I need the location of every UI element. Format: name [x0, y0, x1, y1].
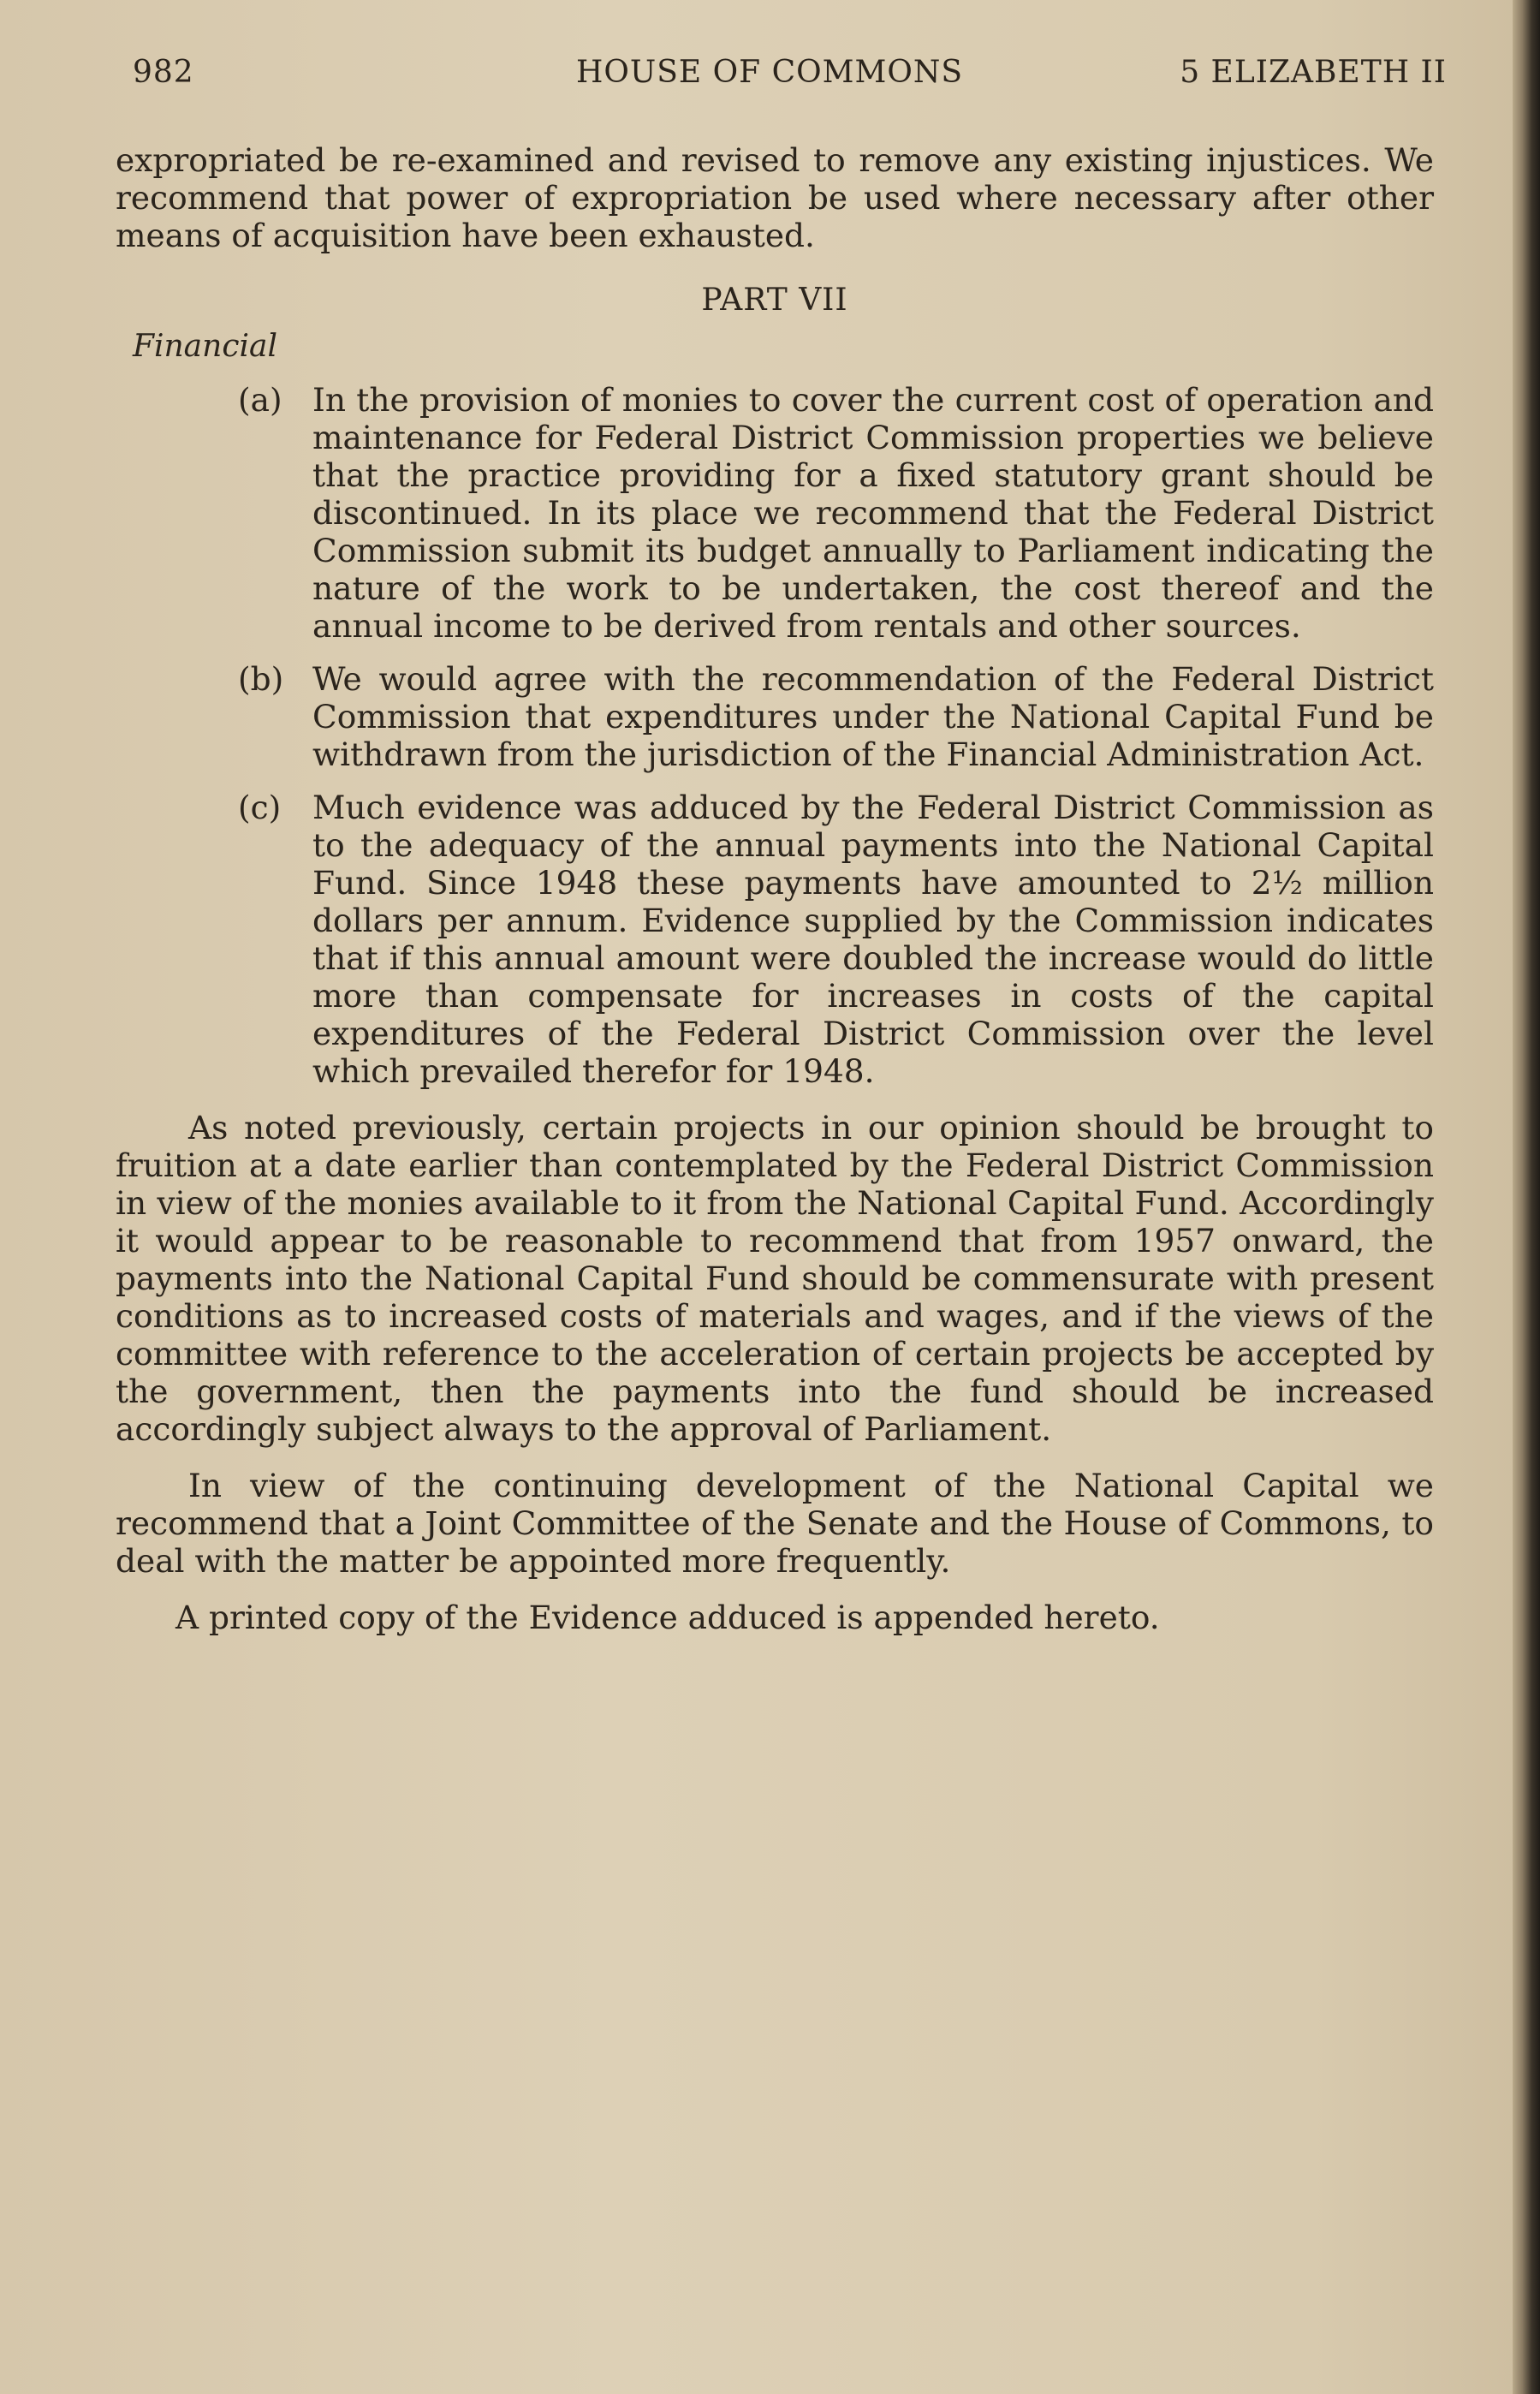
clause-text: We would agree with the recommendation of the Federal District Commission that expenditures under the National Capital Fund be withdrawn from the jurisdiction of the Financial Administration Act. — [312, 660, 1434, 773]
paragraph-payments: As noted previously, certain projects in our opinion should be brought to fruition at a date earlier than contemplated by the Federal District Commission in view of the monies available to it from the National Capital Fund. Accordingly it would appear to be reasonable to recommend that from 1957 onward, the payments into the National Capital Fund should be commensurate with present conditions as to increased costs of materials and wages, and if the views of the committee with reference to the acceleration of certain projects be accepted by the government, then the payments into the fund should be increased accordingly subject always to the approval of Parliament. — [116, 1109, 1434, 1448]
page-header — [133, 45, 1447, 104]
part-title: PART VII — [701, 283, 848, 318]
clause-label: (b) — [238, 660, 284, 698]
regnal-year: 5 ELIZABETH II — [1180, 55, 1447, 90]
clause-text: Much evidence was adduced by the Federal District Commission as to the adequacy of the annual payments into the National Capital Fund. Since 1948 these payments have amounted to 2½ million dollars per annum. Evidence supplied by the Commission indicates that if this annual amount were doubled the increase would do little more than compensate for increases in costs of the capital expenditures of the Federal District Commission over the level which prevailed therefor for 1948. — [312, 789, 1434, 1090]
clause-label: (c) — [238, 789, 282, 826]
page-number: 982 — [133, 55, 194, 90]
clause-a — [116, 381, 1434, 645]
continued-paragraph: expropriated be re-examined and revised to remove any existing injustices. We recommend that power of expropriation be used where necessary after other means of acquisition have been exhausted. — [116, 141, 1434, 254]
book-spine-edge — [1513, 0, 1540, 2394]
section-side-heading: Financial — [133, 329, 277, 364]
paragraph-joint-committee: In view of the continuing development of the National Capital we recommend that a Joint Committee of the Senate and the House of Commons, to deal with the matter be appointed more frequently. — [116, 1467, 1434, 1580]
clause-b — [116, 660, 1434, 773]
closing-line: A printed copy of the Evidence adduced is appended hereto. — [175, 1599, 1160, 1636]
clause-label: (a) — [238, 381, 282, 419]
page-body — [116, 141, 1434, 1636]
clause-c — [116, 789, 1434, 1090]
clause-text: In the provision of monies to cover the current cost of operation and maintenance for Federal District Commission properties we believe that the practice providing for a fixed statutory grant should be discontinued. In its place we recommend that the Federal District Commission submit its budget annually to Parliament indicating the nature of the work to be undertaken, the cost thereof and the annual income to be derived from rentals and other sources. — [312, 381, 1434, 645]
running-title: HOUSE OF COMMONS — [576, 55, 964, 90]
